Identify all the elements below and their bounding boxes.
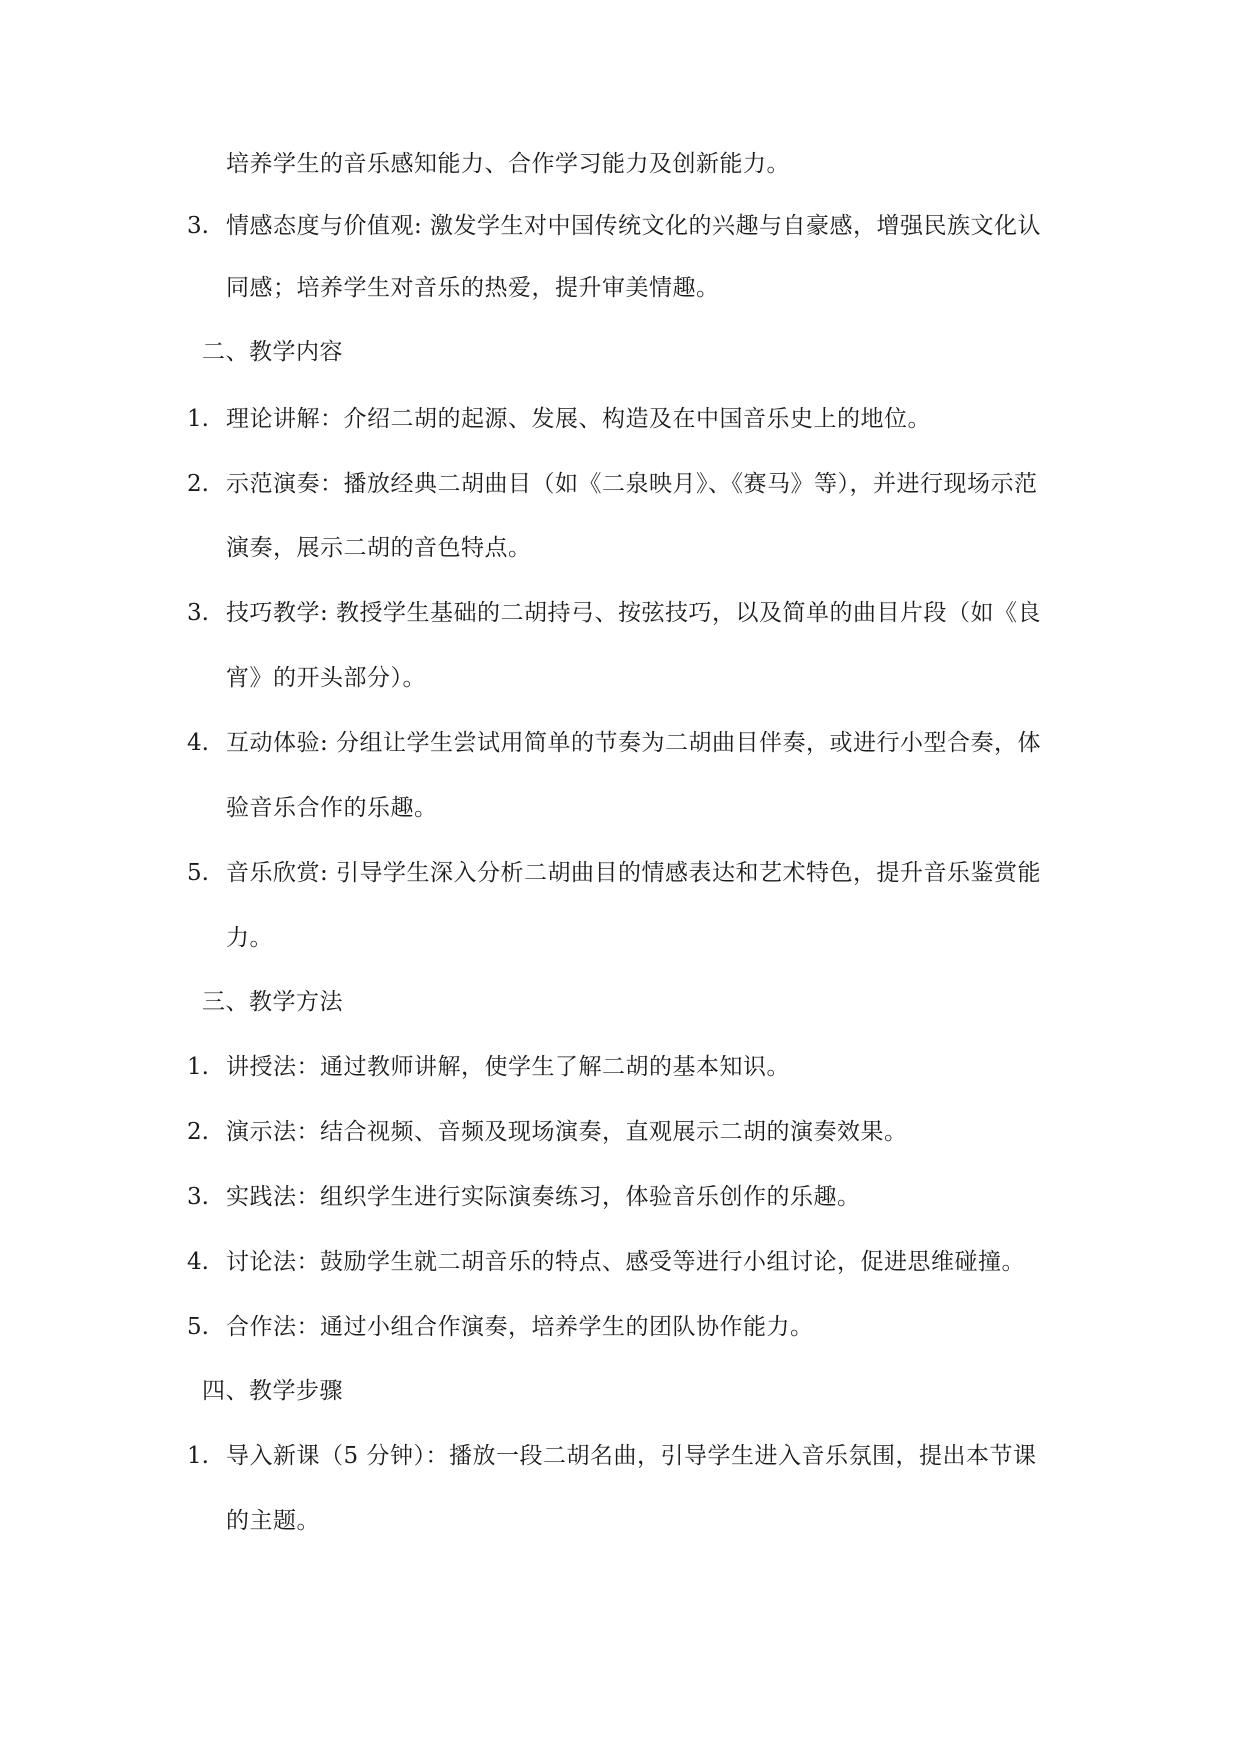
list-item-continuation: 演奏，展示二胡的音色特点。 [226, 535, 532, 561]
list-number: 3. [187, 1184, 209, 1210]
list-item-text: 合作法：通过小组合作演奏，培养学生的团队协作能力。 [226, 1314, 814, 1340]
list-number: 3. [187, 213, 209, 239]
list-number: 3. [187, 600, 209, 626]
list-item-text: 实践法：组织学生进行实际演奏练习，体验音乐创作的乐趣。 [226, 1184, 861, 1210]
list-number: 1. [187, 1054, 209, 1080]
section-heading: 三、教学方法 [202, 989, 343, 1015]
list-item-text: 讨论法：鼓励学生就二胡音乐的特点、感受等进行小组讨论，促进思维碰撞。 [226, 1249, 1025, 1275]
list-item-text: 导入新课（5 分钟）：播放一段二胡名曲，引导学生进入音乐氛围，提出本节课 [226, 1443, 1037, 1469]
list-item-text: 音乐欣赏: 引导学生深入分析二胡曲目的情感表达和艺术特色，提升音乐鉴赏能 [226, 860, 1042, 886]
section-heading: 四、教学步骤 [202, 1378, 343, 1404]
list-item-text: 互动体验: 分组让学生尝试用简单的节奏为二胡曲目伴奏，或进行小型合奏，体 [226, 730, 1042, 756]
list-item-continuation: 验音乐合作的乐趣。 [226, 795, 438, 821]
list-item-text: 演示法：结合视频、音频及现场演奏，直观展示二胡的演奏效果。 [226, 1119, 908, 1145]
list-number: 4. [187, 1249, 209, 1275]
list-item-continuation: 宵》的开头部分）。 [226, 665, 426, 691]
list-item-text: 技巧教学: 教授学生基础的二胡持弓、按弦技巧，以及简单的曲目片段（如《良 [226, 600, 1042, 626]
list-number: 2. [187, 471, 209, 497]
list-item-continuation: 力。 [226, 925, 273, 951]
list-number: 1. [187, 1443, 209, 1469]
list-item-text: 示范演奏：播放经典二胡曲目（如《二泉映月》、《赛马》等），并进行现场示范 [226, 471, 1038, 497]
list-item-text: 理论讲解：介绍二胡的起源、发展、构造及在中国音乐史上的地位。 [226, 406, 931, 432]
list-number: 2. [187, 1119, 209, 1145]
list-number: 5. [187, 860, 209, 886]
paragraph-continuation: 培养学生的音乐感知能力、合作学习能力及创新能力。 [226, 151, 790, 177]
list-number: 1. [187, 406, 209, 432]
list-item-continuation: 同感；培养学生对音乐的热爱，提升审美情趣。 [226, 275, 720, 301]
section-heading: 二、教学内容 [202, 339, 343, 365]
list-item-text: 情感态度与价值观: 激发学生对中国传统文化的兴趣与自豪感，增强民族文化认 [226, 213, 1042, 239]
list-number: 5. [187, 1314, 209, 1340]
list-item-continuation: 的主题。 [226, 1508, 320, 1534]
list-number: 4. [187, 730, 209, 756]
list-item-text: 讲授法：通过教师讲解，使学生了解二胡的基本知识。 [226, 1054, 790, 1080]
